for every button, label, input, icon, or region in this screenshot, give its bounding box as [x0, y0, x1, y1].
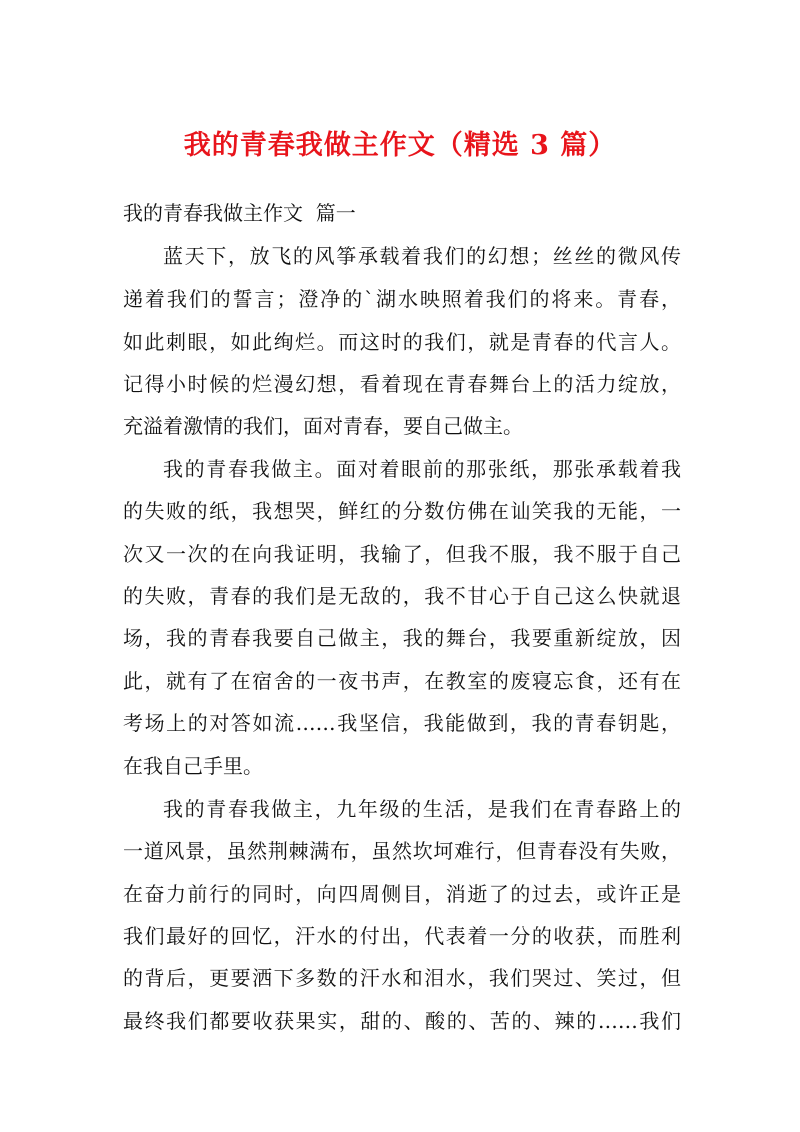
paragraph-2-line-1: 我的青春我做主。面对着眼前的那张纸，那张承载着我	[163, 457, 681, 481]
paragraph-1-line-4: 记得小时候的烂漫幻想，看着现在青春舞台上的活力绽放，	[123, 372, 681, 396]
paragraph-2-line-4: 的失败，青春的我们是无敌的，我不甘心于自己这么快就退	[123, 584, 681, 608]
paragraph-2-line-6: 此，就有了在宿舍的一夜书声，在教室的废寝忘食，还有在	[123, 669, 681, 693]
paragraph-1-line-5: 充溢着激情的我们，面对青春，要自己做主。	[123, 414, 523, 438]
paragraph-3-line-1: 我的青春我做主，九年级的生活，是我们在青春路上的	[163, 797, 681, 821]
paragraph-1-line-3: 如此刺眼，如此绚烂。而这时的我们，就是青春的代言人。	[123, 330, 681, 354]
paragraph-1-line-2: 递着我们的誓言；澄净的`湖水映照着我们的将来。青春，	[123, 287, 681, 311]
section-heading: 我的青春我做主作文 篇一	[123, 201, 356, 225]
paragraph-3-line-4: 我们最好的回忆，汗水的付出，代表着一分的收获，而胜利	[123, 924, 681, 948]
paragraph-3-line-3: 在奋力前行的同时，向四周侧目，消逝了的过去，或许正是	[123, 882, 681, 906]
paragraph-2-line-5: 场，我的青春我要自己做主，我的舞台，我要重新绽放，因	[123, 626, 681, 650]
paragraph-2-line-2: 的失败的纸，我想哭，鲜红的分数仿佛在讪笑我的无能，一	[123, 499, 681, 523]
paragraph-2-line-7: 考场上的对答如流……我坚信，我能做到，我的青春钥匙，	[123, 711, 681, 735]
paragraph-3-line-2: 一道风景，虽然荆棘满布，虽然坎坷难行，但青春没有失败，	[123, 839, 681, 863]
paragraph-1-line-1: 蓝天下，放飞的风筝承载着我们的幻想；丝丝的微风传	[163, 244, 681, 268]
paragraph-3-line-6: 最终我们都要收获果实，甜的、酸的、苦的、辣的……我们	[123, 1009, 681, 1033]
paragraph-2-line-3: 次又一次的在向我证明，我输了，但我不服，我不服于自己	[123, 542, 681, 566]
paragraph-2-line-8: 在我自己手里。	[123, 754, 263, 778]
document-title: 我的青春我做主作文（精选 3 篇）	[183, 130, 617, 161]
paragraph-3-line-5: 的背后，更要洒下多数的汗水和泪水，我们哭过、笑过，但	[123, 966, 681, 990]
